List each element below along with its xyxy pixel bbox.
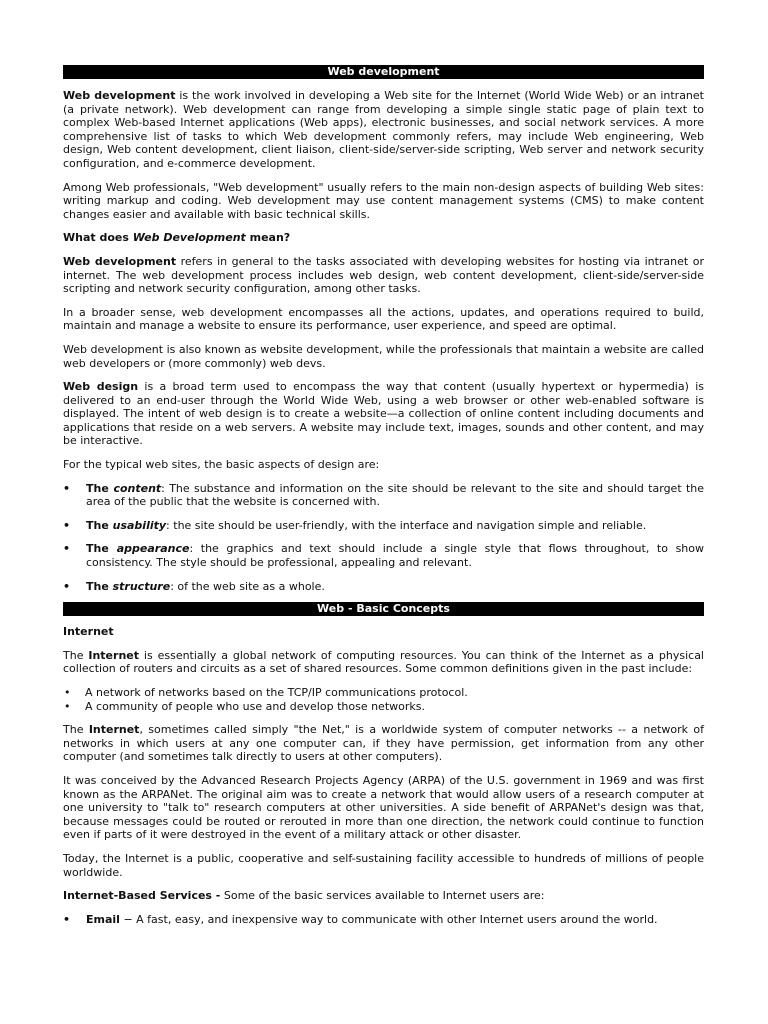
question-heading: What does Web Development mean? bbox=[63, 231, 291, 245]
term-web-design: Web design bbox=[63, 380, 139, 394]
paragraph-web-design: Web design is a broad term used to encompass the way that content (usually hypertext or hypermedia) is delivered to an end-user through the World Wide Web, using a web browser or other web-enabled software is displayed. The intent of web design is to create a website—a collection of online content including documents and applications that reside on a web servers. A website may include text, images, sounds and other content, and may be interactive. bbox=[63, 380, 704, 448]
list-item: • Email − A fast, easy, and inexpensive way to communicate with other Internet users around the world. bbox=[63, 913, 704, 927]
section-header-basic-concepts: Web - Basic Concepts bbox=[63, 602, 704, 616]
paragraph-website-development: Web development is also known as website development, while the professionals that maintain a website are called web developers or (more commonly) web devs. bbox=[63, 342, 704, 370]
list-item: • The structure: of the web site as a whole. bbox=[63, 580, 704, 594]
design-aspects-list bbox=[63, 482, 704, 594]
document-content bbox=[63, 65, 704, 926]
paragraph-design-aspects-intro: For the typical web sites, the basic aspects of design are: bbox=[63, 458, 380, 472]
paragraph-the-net: The Internet, sometimes called simply "the Net," is a worldwide system of computer networks -- a network of networks in which users at any one computer can, if they have permission, get information from any other computer (and sometimes talk directly to users at other computers). bbox=[63, 723, 704, 764]
paragraph-internet-services: Internet-Based Services - Some of the basic services available to Internet users are: bbox=[63, 889, 545, 903]
term-web-development: Web development bbox=[63, 254, 177, 268]
paragraph-internet-today: Today, the Internet is a public, cooperative and self-sustaining facility accessible to hundreds of millions of people worldwide. bbox=[63, 851, 704, 879]
paragraph-web-development-general: Web development refers in general to the tasks associated with developing websites for hosting via intranet or internet. The web development process includes web design, web content development, client-side/server-side scripting and network security configuration, among other tasks. bbox=[63, 254, 704, 296]
list-item: • The content: The substance and information on the site should be relevant to the site and should target the area of the public that the website is concerned with. bbox=[63, 482, 704, 509]
paragraph-broader-sense: In a broader sense, web development encompasses all the actions, updates, and operations required to build, maintain and manage a website to ensure its performance, user experience, and speed are optimal. bbox=[63, 305, 704, 333]
list-item: • A network of networks based on the TCP/IP communications protocol. bbox=[63, 686, 704, 700]
term-web-development: Web development bbox=[63, 89, 176, 102]
list-item: • The usability: the site should be user-friendly, with the interface and navigation simple and reliable. bbox=[63, 519, 704, 533]
list-item: • A community of people who use and develop those networks. bbox=[63, 700, 704, 714]
paragraph-arpanet: It was conceived by the Advanced Research Projects Agency (ARPA) of the U.S. government in 1969 and was first known as the ARPANet. The original aim was to create a network that would allow users of a research computer at one university to "talk to" research computers at other universities. A side benefit of ARPANet's design was that, because messages could be routed or rerouted in more than one direction, the network could continue to function even if parts of it were destroyed in the event of a military attack or other disaster. bbox=[63, 773, 704, 842]
list-item: • The appearance: the graphics and text should include a single style that flows throughout, to show consistency. The style should be professional, appealing and relevant. bbox=[63, 542, 704, 569]
paragraph-web-development-definition: Web development is the work involved in developing a Web site for the Internet (World Wide Web) or an intranet (a private network). Web development can range from developing a simple single static page of plain text to complex Web-based Internet applications (Web apps), electronic businesses, and social network services. A more comprehensive list of tasks to which Web development commonly refers, may include Web engineering, Web design, Web content development, client liaison, client-side/server-side scripting, Web server and network security configuration, and e-commerce development. bbox=[63, 89, 704, 170]
paragraph-web-professionals: Among Web professionals, "Web development" usually refers to the main non-design aspects of building Web sites: writing markup and coding. Web development may use content management systems (CMS) to make content changes easier and available with basic technical skills. bbox=[63, 180, 704, 221]
heading-internet: Internet bbox=[63, 625, 114, 639]
internet-definitions-list bbox=[63, 686, 704, 713]
section-header-web-development: Web development bbox=[63, 65, 704, 79]
paragraph-internet-definition: The Internet is essentially a global network of computing resources. You can think of the Internet as a physical collection of routers and circuits as a set of shared resources. Some common definitions given in the past include: bbox=[63, 648, 704, 676]
services-list bbox=[63, 913, 704, 927]
